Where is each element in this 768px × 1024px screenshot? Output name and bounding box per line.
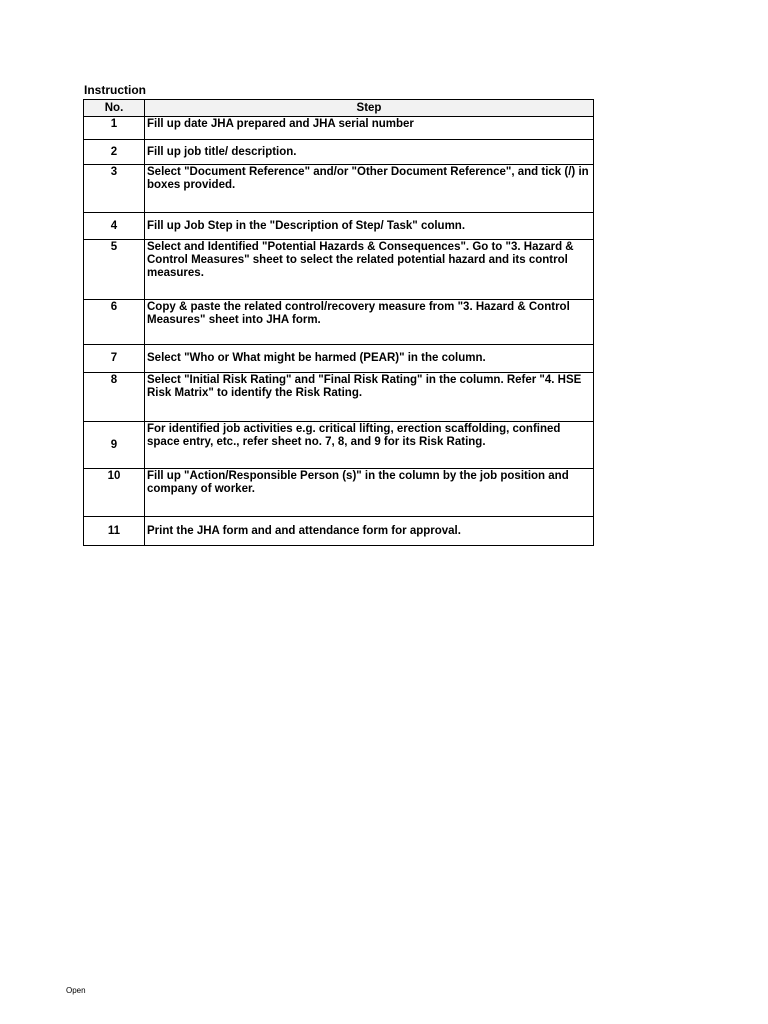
row-number: 4 — [84, 213, 145, 240]
row-number: 6 — [84, 300, 145, 345]
table-row — [84, 240, 594, 300]
row-step: Select "Document Reference" and/or "Other Document Reference", and tick (/) in boxes provided. — [145, 165, 594, 213]
row-step: Select and Identified "Potential Hazards & Consequences". Go to "3. Hazard & Control Measures" sheet to select the related potential hazard and its control measures. — [145, 240, 594, 300]
table-row — [84, 213, 594, 240]
header-no: No. — [84, 100, 145, 117]
table-row — [84, 422, 594, 469]
table-header-row — [84, 100, 594, 117]
row-number: 3 — [84, 165, 145, 213]
row-number: 1 — [84, 117, 145, 140]
row-number: 7 — [84, 345, 145, 373]
table-row — [84, 517, 594, 546]
table-row — [84, 117, 594, 140]
table-row — [84, 300, 594, 345]
row-step: Fill up job title/ description. — [145, 140, 594, 165]
row-number: 11 — [84, 517, 145, 546]
row-step: Select "Initial Risk Rating" and "Final Risk Rating" in the column. Refer "4. HSE Risk Matrix" to identify the Risk Rating. — [145, 373, 594, 422]
row-step: Copy & paste the related control/recovery measure from "3. Hazard & Control Measures" sheet into JHA form. — [145, 300, 594, 345]
row-number: 10 — [84, 469, 145, 517]
row-number: 2 — [84, 140, 145, 165]
row-step: Fill up "Action/Responsible Person (s)" in the column by the job position and company of worker. — [145, 469, 594, 517]
row-step: Select "Who or What might be harmed (PEAR)" in the column. — [145, 345, 594, 373]
page-title: Instruction — [84, 83, 146, 97]
row-number: 9 — [84, 422, 145, 469]
table-row — [84, 469, 594, 517]
row-step: Print the JHA form and and attendance form for approval. — [145, 517, 594, 546]
table-row — [84, 140, 594, 165]
row-step: Fill up date JHA prepared and JHA serial number — [145, 117, 594, 140]
table-row — [84, 373, 594, 422]
table-row — [84, 345, 594, 373]
instruction-table — [83, 99, 594, 546]
row-step: For identified job activities e.g. critical lifting, erection scaffolding, confined space entry, etc., refer sheet no. 7, 8, and 9 for its Risk Rating. — [145, 422, 594, 469]
header-step: Step — [145, 100, 594, 117]
row-number: 5 — [84, 240, 145, 300]
classification-label: Open — [66, 986, 86, 995]
row-number: 8 — [84, 373, 145, 422]
table-row — [84, 165, 594, 213]
row-step: Fill up Job Step in the "Description of Step/ Task" column. — [145, 213, 594, 240]
